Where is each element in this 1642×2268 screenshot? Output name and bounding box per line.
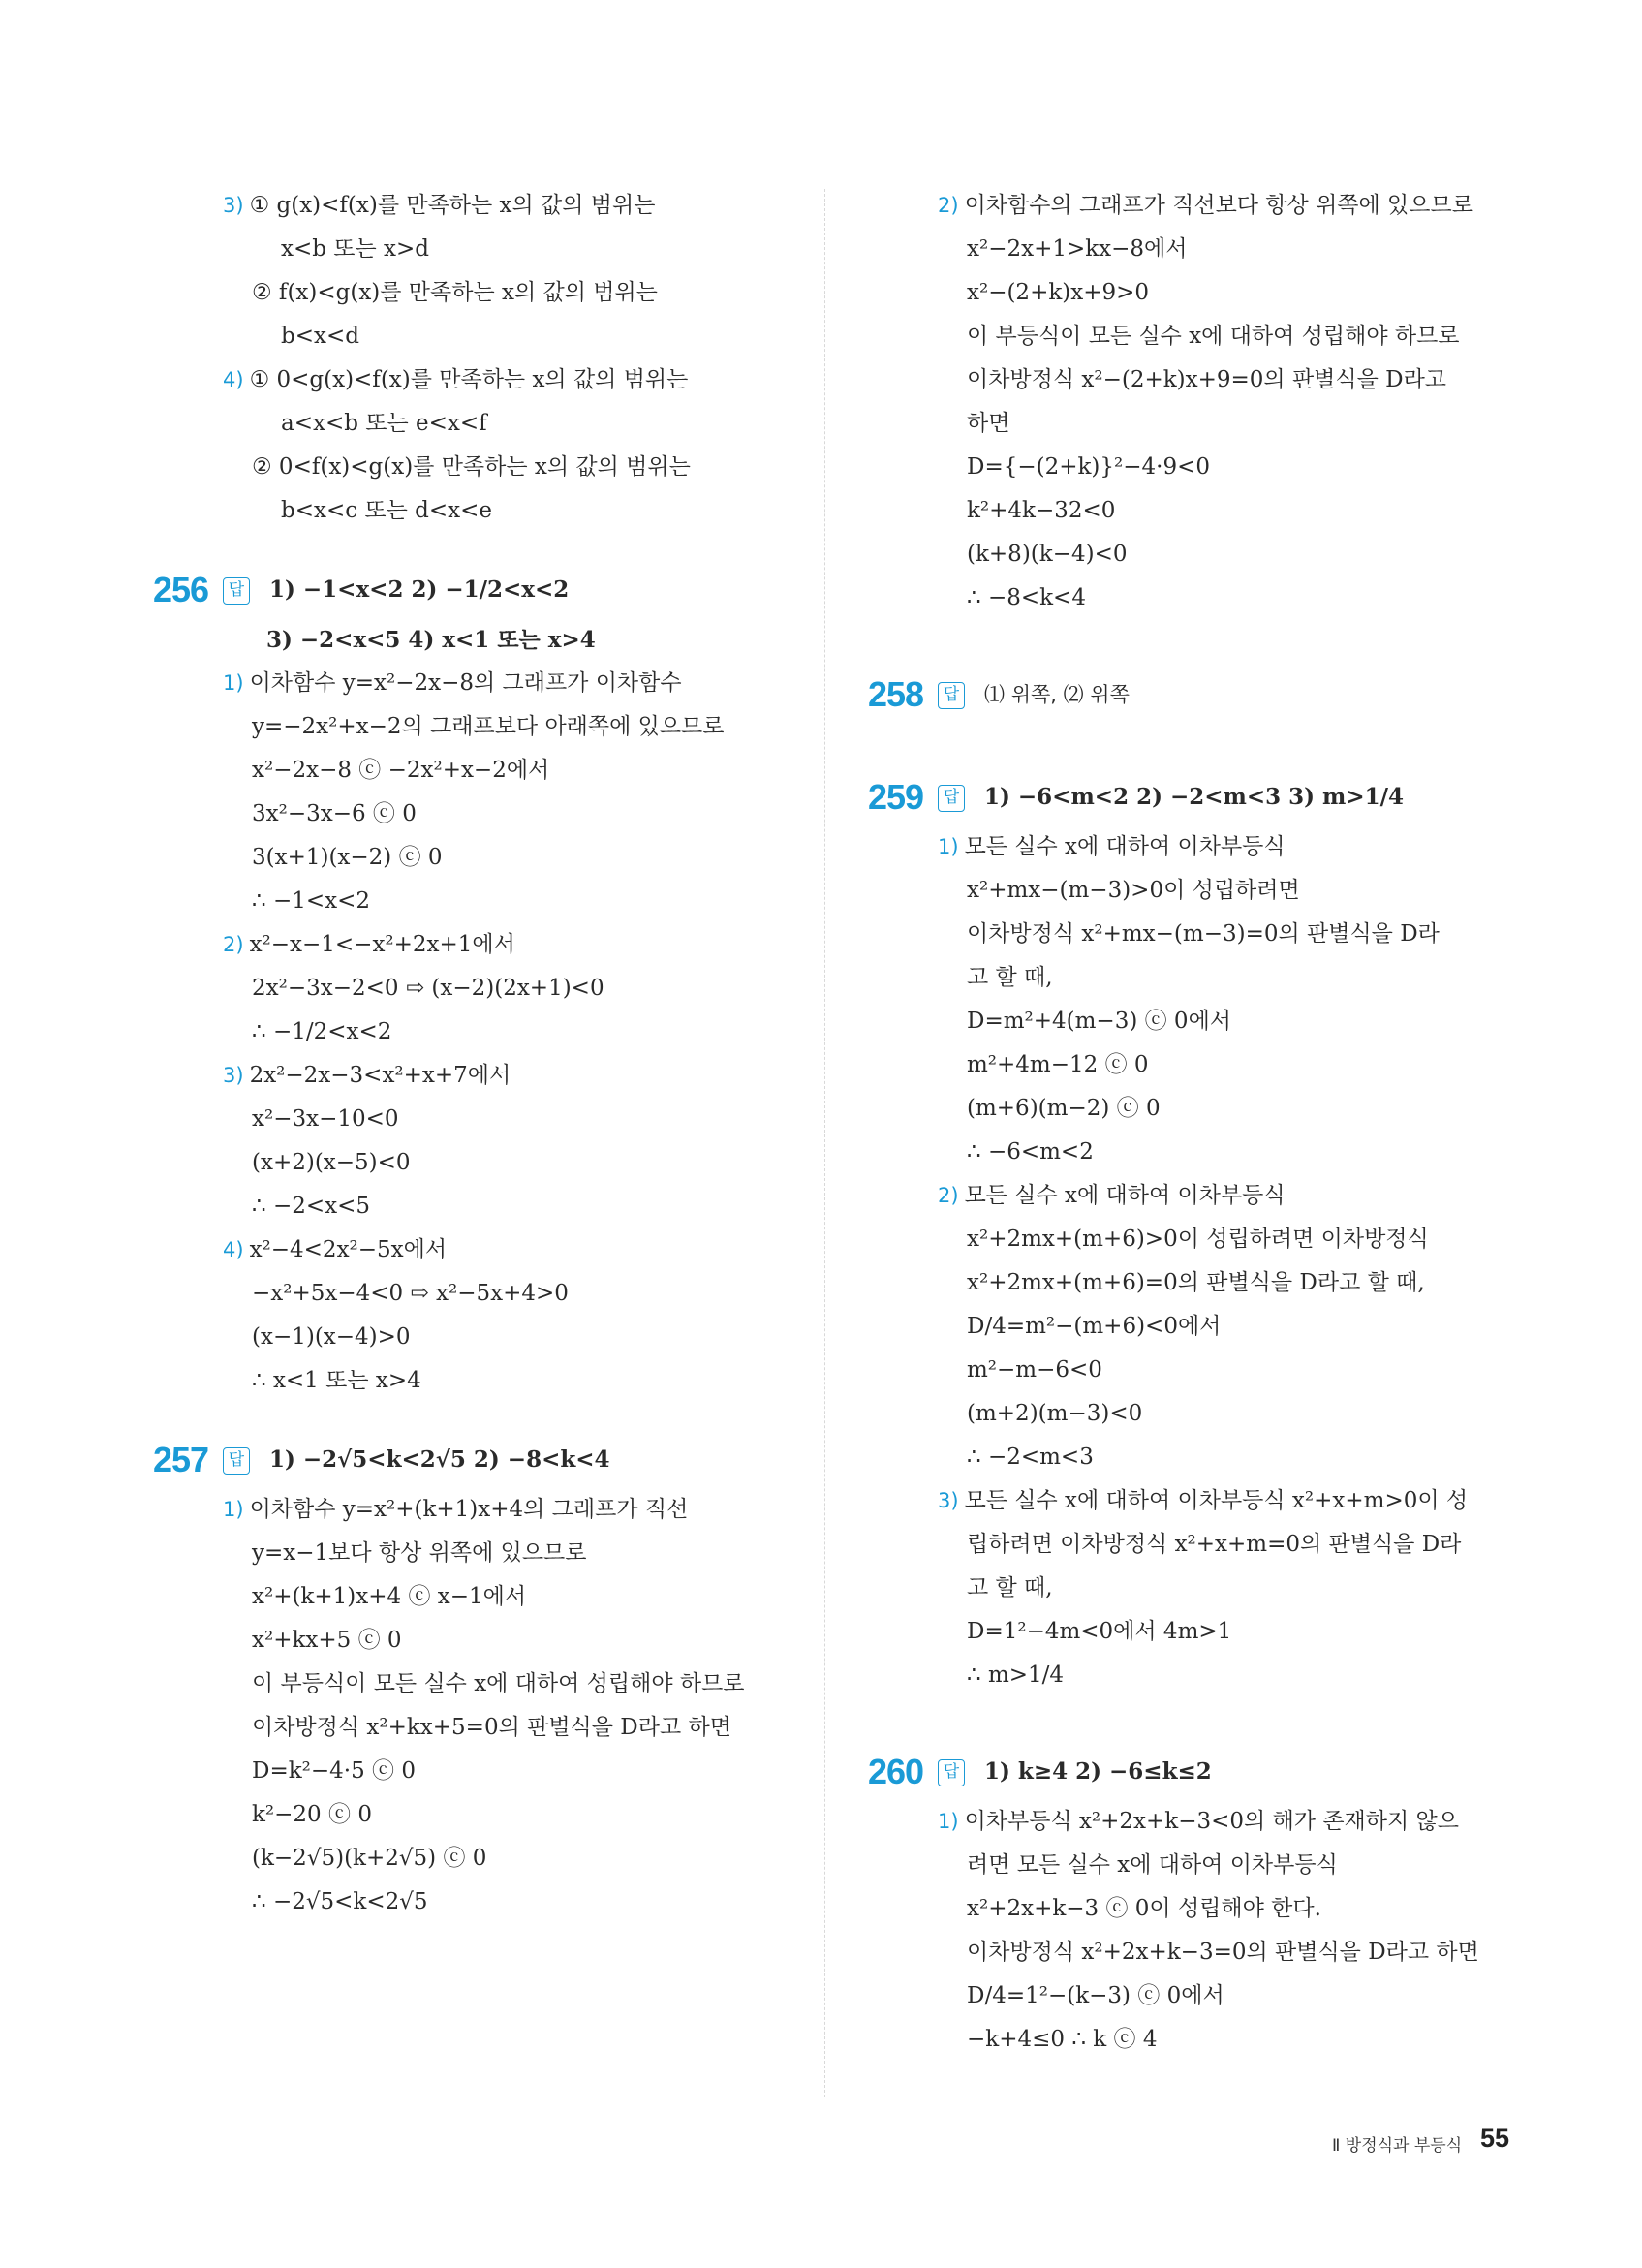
answer-badge: 답: [223, 1447, 250, 1475]
line-text: ∴ −2<m<3: [967, 1445, 1094, 1470]
line-text: ∴ −8<k<4: [967, 585, 1086, 610]
solution-line: [223, 489, 804, 533]
solution-line: [223, 792, 804, 836]
line-text: m²−m−6<0: [967, 1357, 1102, 1383]
line-text: ∴ −1/2<x<2: [252, 1019, 392, 1044]
problem-260-answer: [868, 1744, 1529, 1800]
left-column: [153, 184, 804, 1924]
solution-line: [938, 1479, 1529, 1523]
line-text: ① g(x)<f(x)를 만족하는 x의 값의 범위는: [249, 193, 656, 218]
solution-line: [938, 446, 1529, 489]
solution-line: [223, 1141, 804, 1185]
answer-badge: 답: [938, 785, 965, 812]
line-text: x²−3x−10<0: [252, 1106, 399, 1132]
problem-number: 256: [153, 570, 209, 609]
solution-line: [938, 1261, 1529, 1305]
line-text: 이차부등식 x²+2x+k−3<0의 해가 존재하지 않으: [964, 1809, 1459, 1834]
solution-line: [223, 446, 804, 489]
line-text: (k+8)(k−4)<0: [967, 542, 1128, 567]
answer-text: 1) k≥4 2) −6≤k≤2: [984, 1758, 1212, 1785]
line-text: m²+4m−12 ⓒ 0: [967, 1052, 1149, 1077]
line-text: (m+6)(m−2) ⓒ 0: [967, 1096, 1161, 1121]
answer-badge: 답: [223, 577, 250, 605]
solution-line: [223, 880, 804, 923]
line-text: x²+kx+5 ⓒ 0: [252, 1628, 402, 1653]
line-text: 이 부등식이 모든 실수 x에 대하여 성립해야 하므로: [252, 1671, 745, 1696]
line-text: D={−(2+k)}²−4·9<0: [967, 454, 1211, 480]
line-text: k²−20 ⓒ 0: [252, 1802, 372, 1827]
sub-problem-number: 4): [223, 1238, 244, 1261]
line-text: D=k²−4·5 ⓒ 0: [252, 1758, 416, 1784]
solution-line: [938, 1654, 1529, 1697]
line-text: D=1²−4m<0에서 4m>1: [967, 1619, 1232, 1644]
solution-line: [223, 836, 804, 880]
solution-line: [938, 1436, 1529, 1479]
line-text: (x−1)(x−4)>0: [252, 1324, 411, 1350]
solution-line: [938, 489, 1529, 533]
solution-line: [938, 1087, 1529, 1131]
solution-line: [938, 1392, 1529, 1436]
line-text: y=−2x²+x−2의 그래프보다 아래쪽에 있으므로: [252, 714, 725, 739]
problem-259-answer: [868, 769, 1529, 825]
sub-problem-number: 2): [938, 194, 959, 217]
solution-line: [223, 1750, 804, 1793]
problem-256-answer: [153, 562, 804, 618]
solution-line: [938, 1887, 1529, 1931]
problem-number: 259: [868, 777, 924, 817]
line-text: x²+2mx+(m+6)>0이 성립하려면 이차방정식: [967, 1227, 1429, 1252]
solution-line: [938, 1174, 1529, 1218]
answer-text: 1) −2√5<k<2√5 2) −8<k<4: [269, 1446, 610, 1473]
answer-text: 1) −6<m<2 2) −2<m<3 3) m>1/4: [984, 784, 1405, 810]
solution-line: [223, 1098, 804, 1141]
line-text: 모든 실수 x에 대하여 이차부등식: [964, 834, 1286, 859]
solution-line: [938, 271, 1529, 315]
line-text: ∴ −2<x<5: [252, 1194, 370, 1219]
line-text: ∴ −6<m<2: [967, 1139, 1094, 1165]
line-text: 2x²−3x−2<0 ⇨ (x−2)(2x+1)<0: [252, 976, 604, 1001]
solution-line: [223, 1488, 804, 1532]
solution-line: [223, 1185, 804, 1228]
line-text: 이차함수 y=x²−2x−8의 그래프가 이차함수: [249, 670, 682, 696]
line-text: b<x<c 또는 d<x<e: [281, 498, 493, 523]
section-title: Ⅱ 방정식과 부등식: [1332, 2136, 1463, 2156]
problem-257-solution: [223, 1488, 804, 1924]
solution-line: [938, 1800, 1529, 1844]
solution-line: [938, 1305, 1529, 1349]
line-text: −x²+5x−4<0 ⇨ x²−5x+4>0: [252, 1281, 569, 1306]
solution-line: [223, 1228, 804, 1272]
line-text: 이차방정식 x²+2x+k−3=0의 판별식을 D라고 하면: [967, 1940, 1479, 1965]
line-text: 모든 실수 x에 대하여 이차부등식 x²+x+m>0이 성: [964, 1488, 1469, 1513]
line-text: x²+2x+k−3 ⓒ 0이 성립해야 한다.: [967, 1896, 1321, 1921]
line-text: x²−2x−8 ⓒ −2x²+x−2에서: [252, 758, 550, 783]
line-text: x²−2x+1>kx−8에서: [967, 236, 1188, 262]
solution-line: [938, 1218, 1529, 1261]
solution-line: [223, 402, 804, 446]
line-text: 이차방정식 x²−(2+k)x+9=0의 판별식을 D라고: [967, 367, 1447, 392]
solution-line: [938, 913, 1529, 956]
line-text: ① 0<g(x)<f(x)를 만족하는 x의 값의 범위는: [249, 367, 689, 392]
solution-line: [938, 1567, 1529, 1610]
solution-line: [223, 967, 804, 1010]
solution-line: [223, 1316, 804, 1359]
line-text: ∴ x<1 또는 x>4: [252, 1368, 421, 1393]
line-text: (k−2√5)(k+2√5) ⓒ 0: [252, 1846, 487, 1871]
answer-text: ⑴ 위쪽, ⑵ 위쪽: [984, 683, 1130, 706]
solution-line: [223, 358, 804, 402]
line-text: x²+2mx+(m+6)=0의 판별식을 D라고 할 때,: [967, 1270, 1425, 1295]
line-text: (x+2)(x−5)<0: [252, 1150, 411, 1175]
solution-line: [938, 869, 1529, 913]
line-text: ② f(x)<g(x)를 만족하는 x의 값의 범위는: [252, 280, 658, 305]
solution-line: [223, 315, 804, 358]
line-text: 이차방정식 x²+mx−(m−3)=0의 판별식을 D라: [967, 921, 1440, 947]
line-text: 2x²−2x−3<x²+x+7에서: [249, 1063, 511, 1088]
solution-line: [223, 1272, 804, 1316]
solution-line: [938, 2018, 1529, 2062]
line-text: ∴ −1<x<2: [252, 888, 370, 914]
left-intro-lines: [223, 184, 804, 533]
solution-line: [938, 1610, 1529, 1654]
line-text: 하면: [967, 411, 1010, 436]
line-text: ∴ −2√5<k<2√5: [252, 1889, 428, 1914]
line-text: 려면 모든 실수 x에 대하여 이차부등식: [967, 1852, 1338, 1878]
line-text: D/4=m²−(m+6)<0에서: [967, 1314, 1222, 1339]
solution-line: [938, 1844, 1529, 1887]
sub-problem-number: 3): [223, 1064, 244, 1087]
right-intro-lines: [938, 184, 1529, 620]
solution-line: [938, 184, 1529, 228]
problem-258-answer: [868, 667, 1529, 723]
solution-line: [223, 1575, 804, 1619]
column-divider: [824, 189, 825, 2097]
page-number: 55: [1480, 2124, 1510, 2153]
solution-line: [223, 1054, 804, 1098]
solution-line: [223, 705, 804, 749]
solution-line: [938, 1131, 1529, 1174]
line-text: x<b 또는 x>d: [281, 236, 429, 262]
line-text: 3(x+1)(x−2) ⓒ 0: [252, 845, 443, 870]
solution-line: [938, 1000, 1529, 1043]
solution-line: [938, 825, 1529, 869]
solution-line: [223, 1793, 804, 1837]
sub-problem-number: 2): [938, 1184, 959, 1207]
answer-badge: 답: [938, 682, 965, 709]
line-text: 이차함수 y=x²+(k+1)x+4의 그래프가 직선: [249, 1497, 689, 1522]
problem-number: 260: [868, 1752, 924, 1791]
line-text: 3x²−3x−6 ⓒ 0: [252, 801, 417, 826]
line-text: x²−4<2x²−5x에서: [249, 1237, 448, 1262]
problem-number: 258: [868, 674, 924, 714]
solution-line: [223, 749, 804, 792]
line-text: x²−(2+k)x+9>0: [967, 280, 1150, 305]
line-text: b<x<d: [281, 324, 359, 349]
sub-problem-number: 3): [938, 1489, 959, 1512]
solution-line: [223, 923, 804, 967]
answer-text: 1) −1<x<2 2) −1/2<x<2: [269, 576, 570, 603]
problem-256-solution: [223, 662, 804, 1403]
line-text: ② 0<f(x)<g(x)를 만족하는 x의 값의 범위는: [252, 454, 691, 480]
line-text: D/4=1²−(k−3) ⓒ 0에서: [967, 1983, 1224, 2008]
sub-problem-number: 2): [223, 933, 244, 956]
line-text: 고 할 때,: [967, 1575, 1053, 1600]
solution-line: [223, 1837, 804, 1880]
solution-line: [223, 228, 804, 271]
sub-problem-number: 1): [223, 671, 244, 695]
right-column: [868, 184, 1529, 2062]
sub-problem-number: 1): [938, 835, 959, 858]
answer-badge: 답: [938, 1759, 965, 1786]
line-text: a<x<b 또는 e<x<f: [281, 411, 487, 436]
solution-line: [223, 1706, 804, 1750]
line-text: ∴ m>1/4: [967, 1662, 1065, 1688]
sub-problem-number: 4): [223, 368, 244, 391]
line-text: 립하려면 이차방정식 x²+x+m=0의 판별식을 D라: [967, 1532, 1462, 1557]
solution-line: [223, 271, 804, 315]
solution-line: [223, 1532, 804, 1575]
problem-260-solution: [938, 1800, 1529, 2062]
line-text: k²+4k−32<0: [967, 498, 1116, 523]
solution-line: [223, 184, 804, 228]
solution-line: [938, 533, 1529, 576]
solution-line: [938, 315, 1529, 358]
solution-line: [938, 402, 1529, 446]
line-text: D=m²+4(m−3) ⓒ 0에서: [967, 1009, 1231, 1034]
line-text: 모든 실수 x에 대하여 이차부등식: [964, 1183, 1286, 1208]
problem-257-answer: [153, 1432, 804, 1488]
line-text: 이 부등식이 모든 실수 x에 대하여 성립해야 하므로: [967, 324, 1460, 349]
solution-line: [223, 1662, 804, 1706]
answer-text-continued: 3) −2<x<5 4) x<1 또는 x>4: [266, 627, 596, 653]
solution-line: [938, 228, 1529, 271]
sub-problem-number: 3): [223, 194, 244, 217]
solution-line: [223, 1359, 804, 1403]
line-text: 이차방정식 x²+kx+5=0의 판별식을 D라고 하면: [252, 1715, 731, 1740]
line-text: 고 할 때,: [967, 965, 1053, 990]
line-text: (m+2)(m−3)<0: [967, 1401, 1143, 1426]
problem-number: 257: [153, 1440, 209, 1479]
solution-line: [938, 1349, 1529, 1392]
solution-line: [938, 1043, 1529, 1087]
sub-problem-number: 1): [938, 1810, 959, 1833]
problem-259-solution: [938, 825, 1529, 1697]
solution-line: [938, 1974, 1529, 2018]
solution-line: [938, 1523, 1529, 1567]
line-text: x²+(k+1)x+4 ⓒ x−1에서: [252, 1584, 527, 1609]
solution-line: [938, 358, 1529, 402]
line-text: y=x−1보다 항상 위쪽에 있으므로: [252, 1540, 587, 1566]
line-text: −k+4≤0 ∴ k ⓒ 4: [967, 2027, 1158, 2052]
line-text: x²−x−1<−x²+2x+1에서: [249, 932, 515, 957]
solution-line: [938, 956, 1529, 1000]
solution-line: [223, 1880, 804, 1924]
solution-line: [223, 662, 804, 705]
solution-line: [938, 576, 1529, 620]
line-text: 이차함수의 그래프가 직선보다 항상 위쪽에 있으므로: [964, 193, 1473, 218]
solution-line: [223, 1619, 804, 1662]
solution-line: [223, 1010, 804, 1054]
sub-problem-number: 1): [223, 1498, 244, 1521]
line-text: x²+mx−(m−3)>0이 성립하려면: [967, 878, 1300, 903]
solution-line: [938, 1931, 1529, 1974]
